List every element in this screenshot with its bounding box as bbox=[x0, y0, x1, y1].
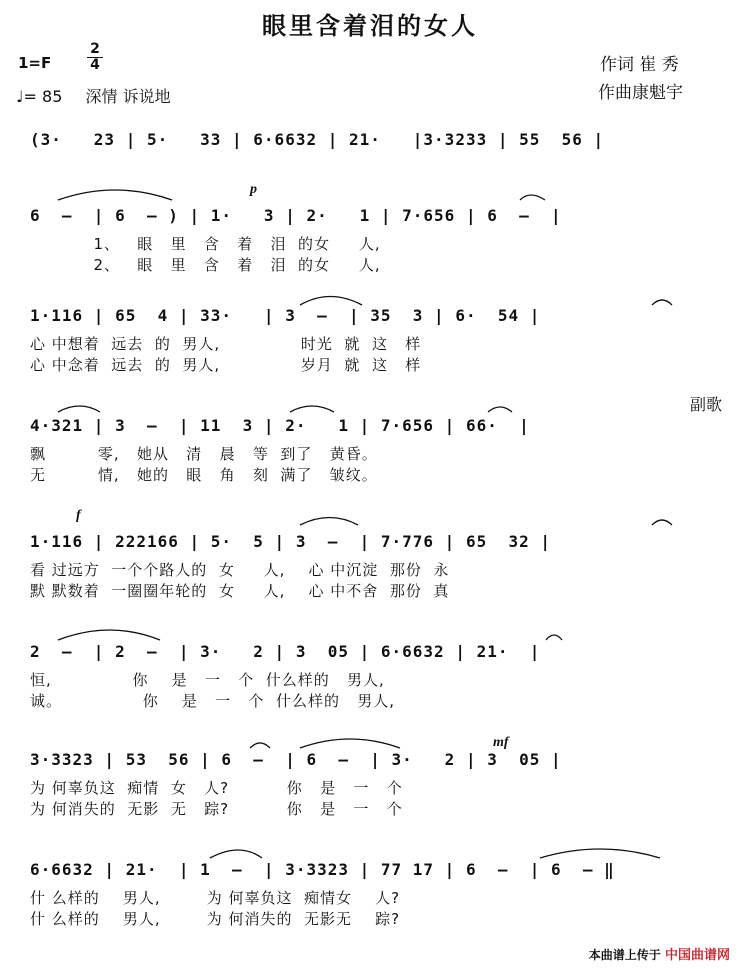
lyrics-verse2-line-5: 默 默数着 一圈圈年轮的 女 人, 心 中不舍 那份 真 bbox=[30, 582, 450, 600]
lyrics-verse1-line-8: 什 么样的 男人, 为 何辜负这 痴情女 人? bbox=[30, 889, 401, 907]
lyrics-verse2-line-3: 心 中念着 远去 的 男人, 岁月 就 这 样 bbox=[30, 356, 422, 374]
dynamic-f: f bbox=[76, 508, 81, 523]
tempo: ♩= 85 bbox=[16, 87, 63, 106]
lyrics-verse1-line-3: 心 中想着 远去 的 男人, 时光 就 这 样 bbox=[30, 335, 422, 353]
lyrics-verse2-line-8: 什 么样的 男人, 为 何消失的 无影无 踪? bbox=[30, 910, 401, 928]
key-signature: 1=F bbox=[18, 54, 52, 72]
expression: 深情 诉说地 bbox=[85, 87, 171, 106]
lyrics-verse1-line-2: 1、 眼 里 含 着 泪 的女 人, bbox=[30, 235, 381, 253]
lyrics-verse2-line-6: 诚。 你 是 一 个 什么样的 男人, bbox=[30, 692, 396, 710]
meter-top: 2 bbox=[87, 42, 103, 58]
dynamic-p: p bbox=[250, 182, 257, 197]
lyricist-credit: 作词 崔 秀 bbox=[600, 55, 679, 75]
notes-line-2: 6 – | 6 – ) | 1· 3 | 2· 1 | 7·656 | 6 – | bbox=[30, 206, 562, 225]
notes-line-3: 1·116 | 65 4 | 33· | 3 – | 35 3 | 6· 54 | bbox=[30, 306, 541, 325]
notes-line-6: 2 – | 2 – | 3· 2 | 3 05 | 6·6632 | 21· | bbox=[30, 642, 541, 661]
lyrics-verse1-line-7: 为 何辜负这 痴情 女 人? 你 是 一 个 bbox=[30, 779, 403, 797]
footer-credit bbox=[589, 944, 730, 963]
lyrics-verse2-line-4: 无 情, 她的 眼 角 刻 满了 皱纹。 bbox=[30, 466, 378, 484]
lyrics-verse1-line-6: 恒, 你 是 一 个 什么样的 男人, bbox=[30, 671, 385, 689]
dynamic-mf: mf bbox=[493, 735, 509, 750]
site-logo: 中国曲谱网 bbox=[664, 948, 730, 963]
lyrics-verse2-line-7: 为 何消失的 无影 无 踪? 你 是 一 个 bbox=[30, 800, 403, 818]
footer-text: 本曲谱上传于 bbox=[588, 948, 661, 962]
lyrics-verse1-line-4: 飘 零, 她从 清 晨 等 到了 黄昏。 bbox=[30, 445, 378, 463]
composer-credit: 作曲康魁宇 bbox=[598, 83, 683, 103]
lyrics-verse1-line-5: 看 过远方 一个个路人的 女 人, 心 中沉淀 那份 永 bbox=[30, 561, 450, 579]
lyrics-verse2-line-2: 2、 眼 里 含 着 泪 的女 人, bbox=[30, 256, 381, 274]
notes-line-8: 6·6632 | 21· | 1 – | 3·3323 | 77 17 | 6 – | 6 – ‖ bbox=[30, 860, 615, 879]
notes-line-4: 4·321 | 3 – | 11 3 | 2· 1 | 7·656 | 66· | bbox=[30, 416, 530, 435]
notes-line-1: (3· 23 | 5· 33 | 6·6632 | 21· |3·3233 | 55 56 | bbox=[30, 130, 605, 149]
song-title: 眼里含着泪的女人 bbox=[262, 12, 478, 40]
notes-line-7: 3·3323 | 53 56 | 6 – | 6 – | 3· 2 | 3 05 | bbox=[30, 750, 562, 769]
notes-line-5: 1·116 | 222166 | 5· 5 | 3 – | 7·776 | 65 32 | bbox=[30, 532, 552, 551]
chorus-label: 副歌 bbox=[689, 395, 722, 414]
meter-bottom: 4 bbox=[90, 57, 100, 73]
